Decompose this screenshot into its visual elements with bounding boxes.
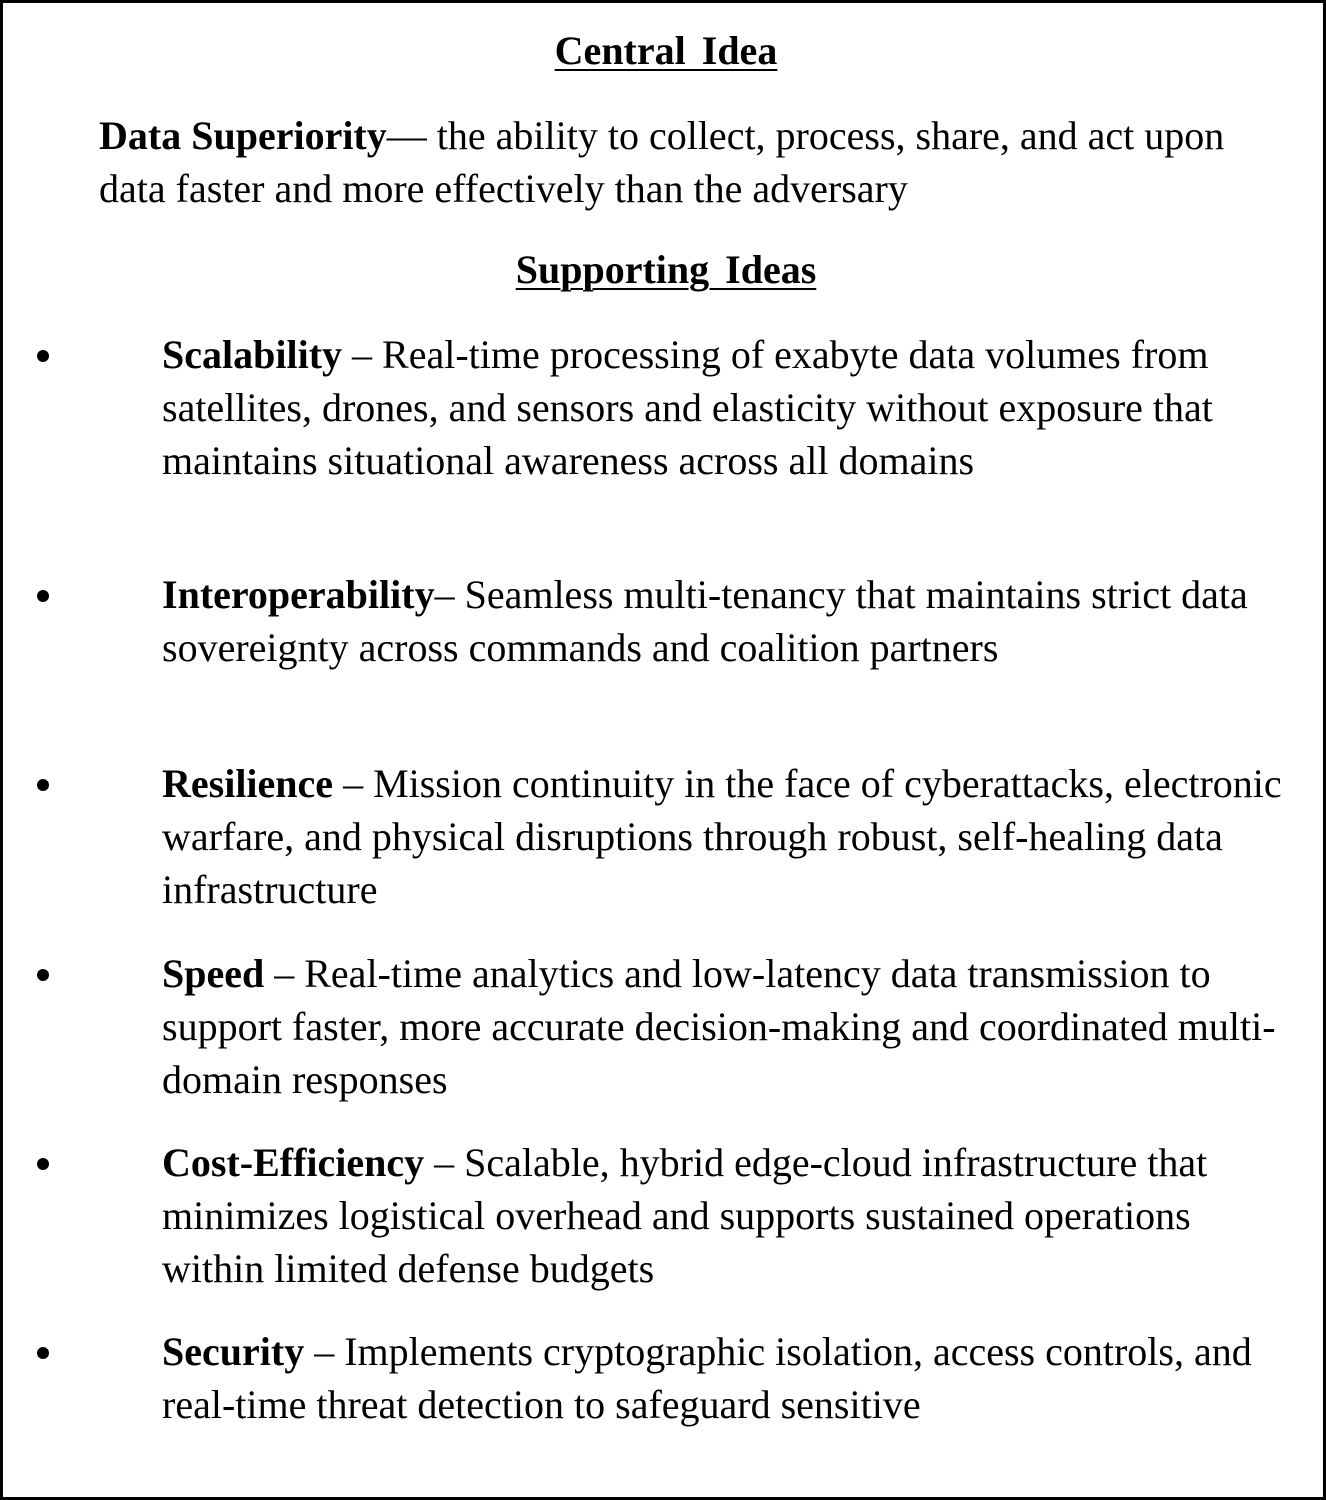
supporting-idea-term: Interoperability — [162, 572, 435, 617]
central-idea-paragraph — [99, 109, 1299, 215]
supporting-idea-term: Cost-Efficiency — [162, 1140, 425, 1185]
bullet-icon — [37, 1325, 49, 1378]
supporting-idea-term: Speed — [162, 951, 265, 996]
supporting-ideas-heading-text: Supporting Ideas — [515, 247, 817, 292]
central-idea-heading — [3, 28, 1326, 73]
supporting-idea-term: Resilience — [162, 761, 334, 806]
bullet-icon — [37, 947, 49, 1000]
supporting-idea-text — [162, 1325, 1292, 1431]
supporting-idea-description: – Real-time processing of exabyte data volumes from satellites, drones, and sensors and elasticity without exposure that maintains situational awareness across all domains — [162, 332, 1213, 483]
bullet-icon — [37, 328, 49, 381]
bullet-icon — [37, 757, 49, 810]
supporting-idea-description: – Real-time analytics and low-latency data transmission to support faster, more accurate decision-making and coordinated multi-domain responses — [162, 951, 1276, 1102]
central-idea-heading-text: Central Idea — [554, 28, 778, 73]
supporting-idea-description: – Implements cryptographic isolation, access controls, and real-time threat detection to safeguard sensitive — [162, 1329, 1252, 1427]
central-idea-description: — the ability to collect, process, share, and act upon data faster and more effectively than the adversary — [99, 113, 1225, 211]
supporting-idea-term: Security — [162, 1329, 305, 1374]
supporting-idea-text — [162, 947, 1292, 1106]
supporting-idea-text — [162, 328, 1292, 487]
supporting-idea-term: Scalability — [162, 332, 343, 377]
supporting-idea-text — [162, 568, 1292, 674]
supporting-idea-description: – Mission continuity in the face of cyberattacks, electronic warfare, and physical disruptions through robust, self-healing data infrastructure — [162, 761, 1282, 912]
supporting-idea-text — [162, 757, 1292, 916]
central-idea-term: Data Superiority — [99, 113, 387, 158]
supporting-idea-description: – Scalable, hybrid edge-cloud infrastructure that minimizes logistical overhead and supports sustained operations within limited defense budgets — [162, 1140, 1208, 1291]
bullet-icon — [37, 1136, 49, 1189]
bullet-icon — [37, 568, 49, 621]
supporting-idea-description: – Seamless multi-tenancy that maintains strict data sovereignty across commands and coalition partners — [162, 572, 1248, 670]
supporting-idea-text — [162, 1136, 1292, 1295]
supporting-ideas-heading — [3, 247, 1326, 292]
